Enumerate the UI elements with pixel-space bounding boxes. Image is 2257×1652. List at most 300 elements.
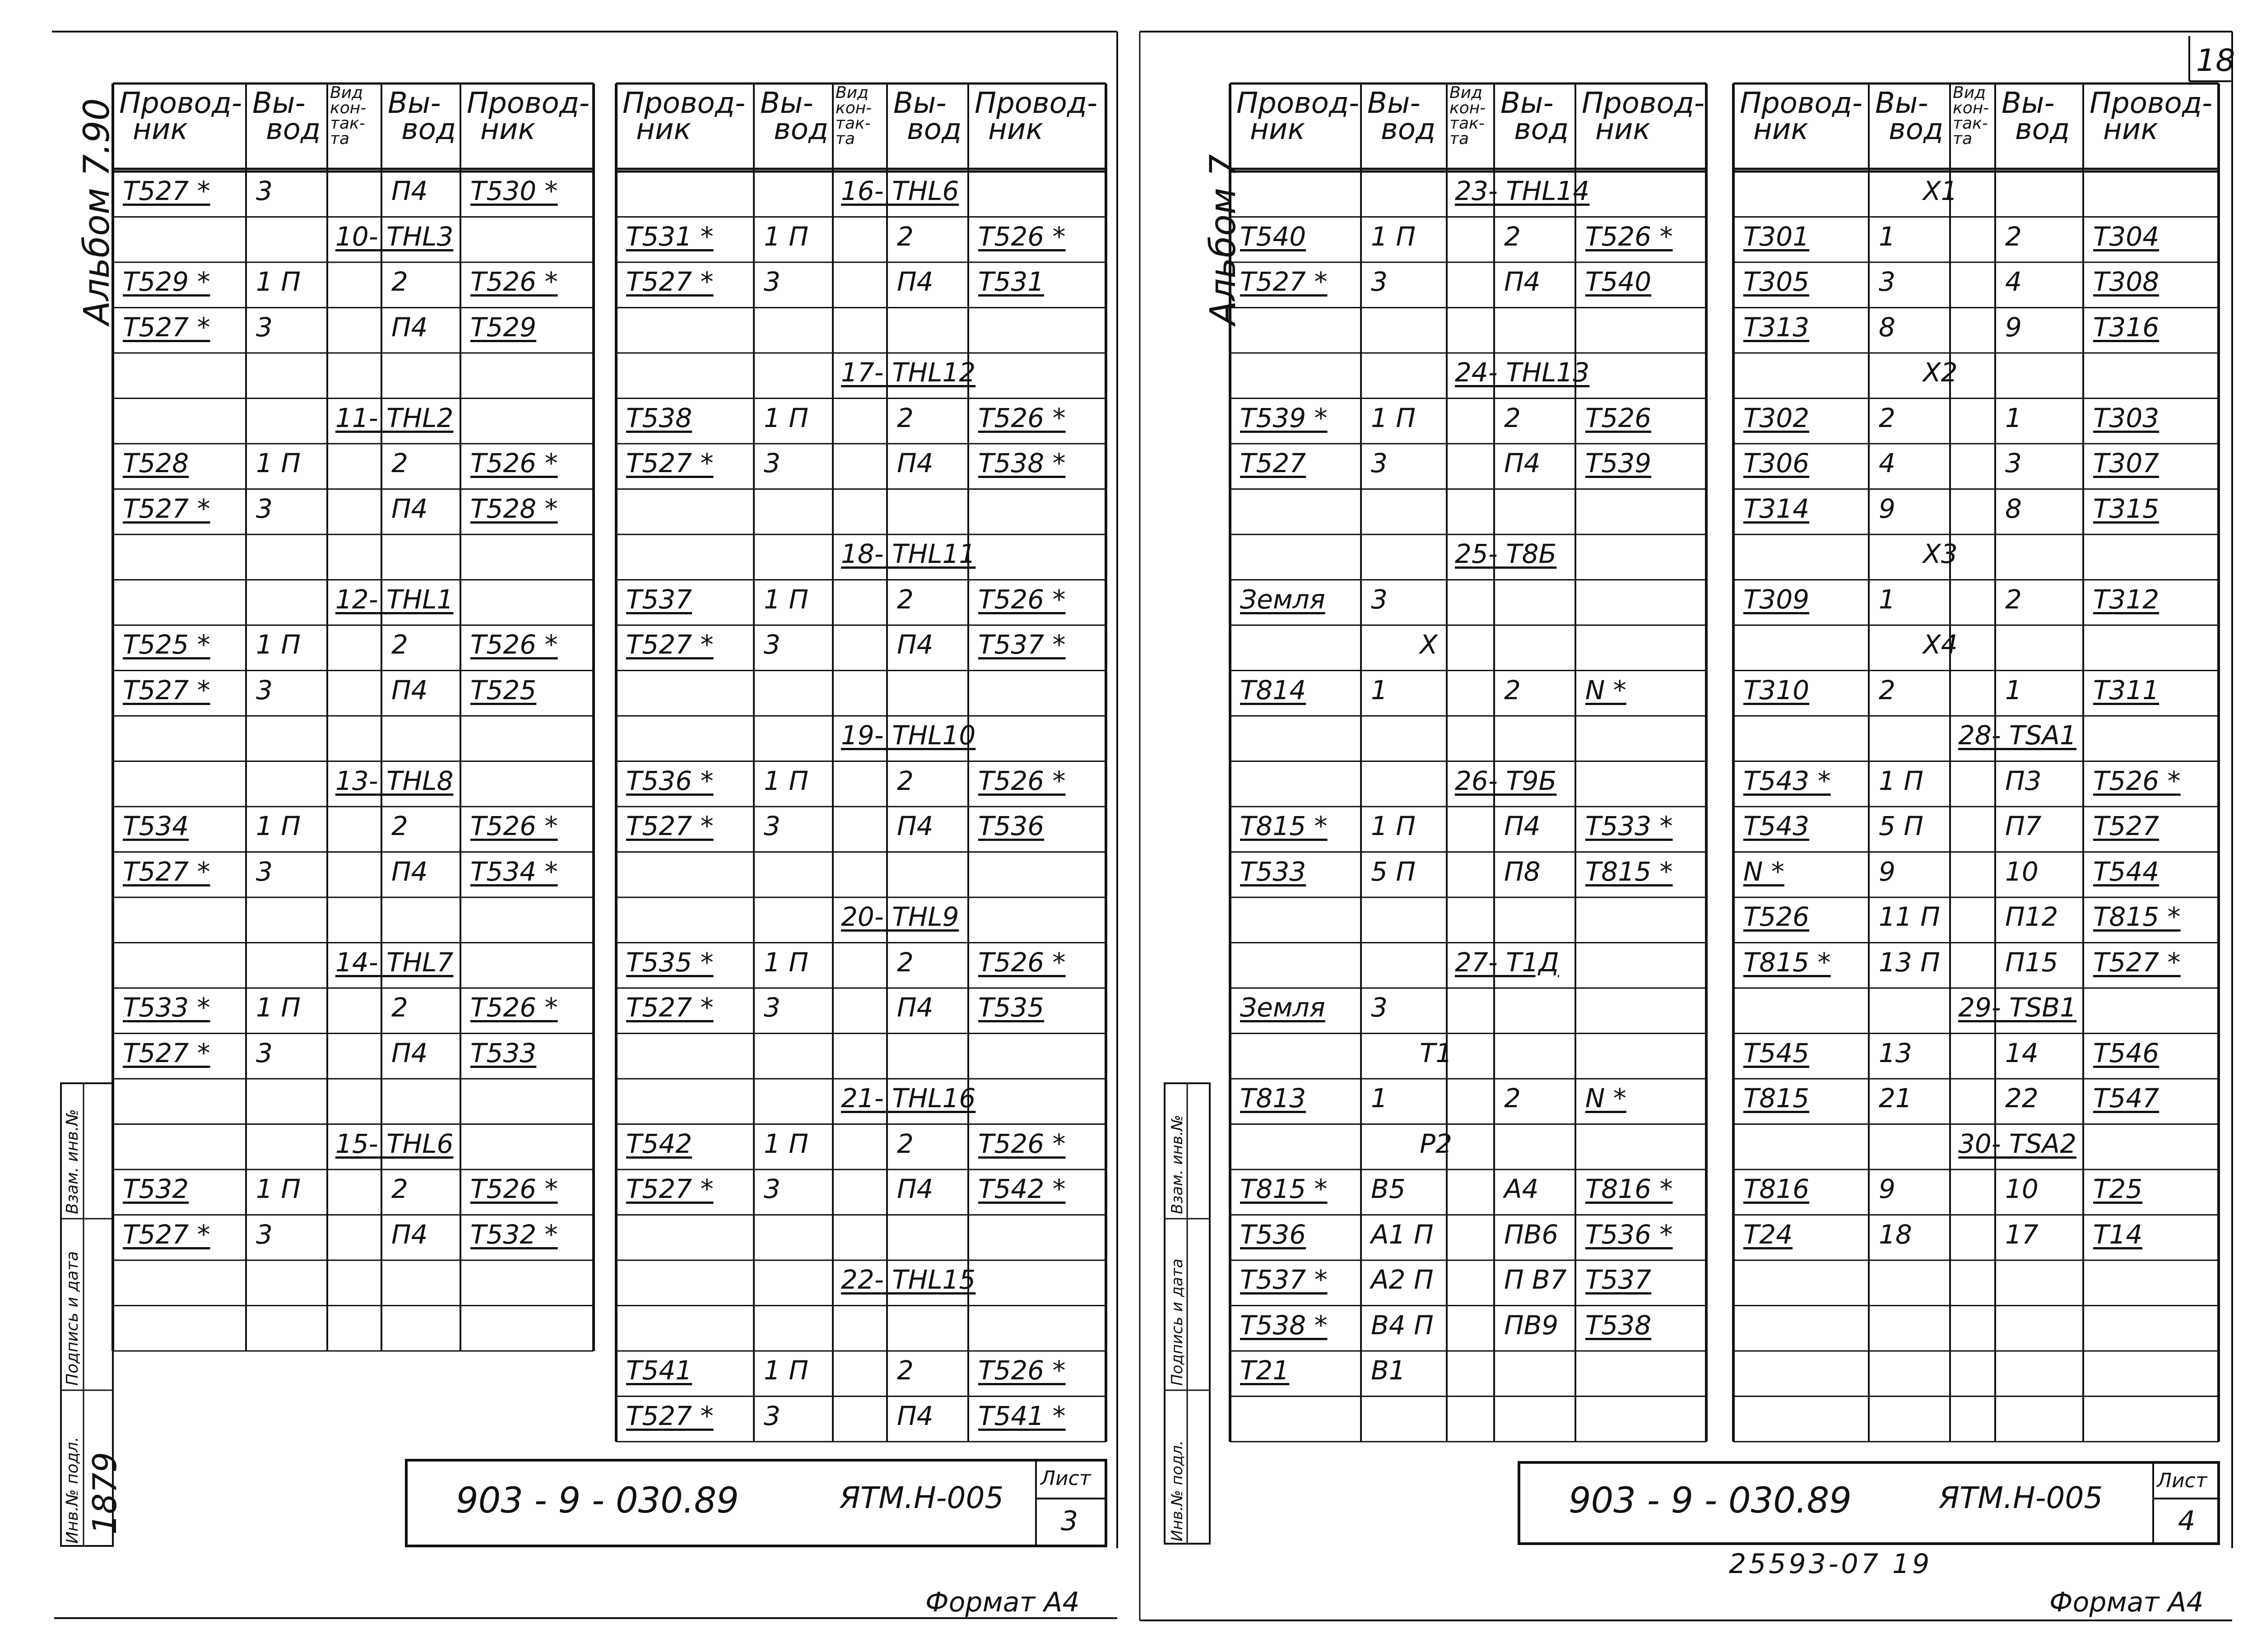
conductor-cell: Т529 * xyxy=(123,266,210,297)
stamp-sheet-num: 4 xyxy=(2178,1505,2196,1537)
footer-number: 25593-07 19 xyxy=(1729,1548,1932,1580)
group-label: 13- THL8 xyxy=(335,765,454,796)
conductor-cell: Т535 xyxy=(978,992,1045,1023)
conductor-cell: Т540 xyxy=(1240,221,1306,252)
output-cell: П4 xyxy=(897,266,933,297)
connector-label: Т1 xyxy=(1420,1037,1453,1068)
group-label: 26- Т9Б xyxy=(1455,765,1557,796)
header-label-line1: Провод- xyxy=(119,87,242,120)
connector-label: X2 xyxy=(1923,357,1958,388)
output-cell: П4 xyxy=(897,448,933,478)
conductor-cell: Т301 xyxy=(1743,221,1810,252)
conductor-cell: Т529 xyxy=(470,311,537,343)
output-cell: 1 П xyxy=(764,1128,808,1159)
group-label: 30- TSA2 xyxy=(1958,1128,2076,1159)
conductor-cell: Т546 xyxy=(2093,1037,2159,1068)
connector-label: Р2 xyxy=(1420,1128,1452,1159)
output-cell: 3 xyxy=(764,1400,780,1431)
conductor-cell: Т527 * xyxy=(626,992,714,1023)
output-cell: 3 xyxy=(2005,448,2022,478)
output-cell: П8 xyxy=(1504,856,1541,887)
output-cell: 2 xyxy=(391,629,408,660)
conductor-cell: Т543 * xyxy=(1743,765,1831,796)
output-cell: 2 xyxy=(391,1174,408,1204)
output-cell: 1 П xyxy=(256,1174,301,1204)
conductor-cell: Т539 * xyxy=(1240,402,1328,433)
conductor-cell: Т305 xyxy=(1743,266,1810,297)
conductor-cell: Т544 xyxy=(2093,856,2159,887)
output-cell: 1 xyxy=(1371,1083,1388,1114)
side-label-signature: Подпись и дата xyxy=(63,1251,82,1386)
header-contact-line: так- xyxy=(836,114,871,133)
conductor-cell: Т541 * xyxy=(978,1400,1066,1431)
output-cell: 2 xyxy=(1504,402,1521,433)
conductor-cell: Т535 * xyxy=(626,947,714,978)
side-number: 1879 xyxy=(86,1452,124,1535)
output-cell: П15 xyxy=(2005,947,2058,978)
output-cell: 3 xyxy=(764,448,780,478)
output-cell: 1 xyxy=(2005,402,2022,433)
conductor-cell: Т538 * xyxy=(978,448,1066,478)
group-label: 24- THL13 xyxy=(1455,357,1590,388)
output-cell: 5 П xyxy=(1879,811,1923,841)
header-label-line2: ник xyxy=(480,113,536,146)
output-cell: А2 П xyxy=(1371,1264,1434,1295)
header-contact-line: Вид xyxy=(330,84,363,102)
output-cell: В1 xyxy=(1371,1355,1406,1386)
conductor-cell: Т525 * xyxy=(123,629,210,660)
conductor-cell: Т816 xyxy=(1743,1174,1810,1204)
header-label-line2: вод xyxy=(1889,113,1944,146)
output-cell: 17 xyxy=(2005,1219,2039,1250)
conductor-cell: Т527 * xyxy=(123,1037,210,1068)
conductor-cell: Т526 * xyxy=(978,221,1066,252)
output-cell: П4 xyxy=(391,493,428,524)
output-cell: 2 xyxy=(391,811,408,841)
conductor-cell: Т536 xyxy=(978,811,1045,841)
side-label-inventory: Инв.№ подл. xyxy=(1168,1440,1186,1541)
output-cell: П4 xyxy=(1504,266,1541,297)
conductor-cell: Т526 * xyxy=(470,266,558,297)
output-cell: 2 xyxy=(1504,674,1521,705)
conductor-cell: Т814 xyxy=(1240,674,1306,705)
conductor-cell: Т527 * xyxy=(626,1400,714,1431)
connector-label: X1 xyxy=(1923,176,1958,206)
stamp-doc: ЯТМ.Н-005 xyxy=(840,1480,1004,1515)
output-cell: 2 xyxy=(1504,1083,1521,1114)
conductor-cell: Т815 * xyxy=(1743,947,1831,978)
group-label: 20- THL9 xyxy=(841,901,959,932)
group-label: 12- THL1 xyxy=(335,584,454,615)
conductor-cell: Земля xyxy=(1240,992,1325,1023)
output-cell: П3 xyxy=(2005,765,2042,796)
output-cell: 3 xyxy=(256,1037,273,1068)
side-label-inventory: Инв.№ подл. xyxy=(63,1437,82,1544)
conductor-cell: Т534 xyxy=(123,811,189,841)
conductor-cell: Т316 xyxy=(2093,311,2159,343)
output-cell: 8 xyxy=(1879,311,1895,343)
output-cell: 11 П xyxy=(1879,901,1940,932)
conductor-cell: Т533 * xyxy=(1585,811,1673,841)
conductor-cell: Т537 * xyxy=(978,629,1066,660)
group-label: 29- TSB1 xyxy=(1958,992,2077,1023)
output-cell: 3 xyxy=(764,266,780,297)
group-label: 15- THL6 xyxy=(335,1128,454,1159)
output-cell: 9 xyxy=(1879,1174,1895,1204)
conductor-cell: Т815 xyxy=(1743,1083,1810,1114)
output-cell: 1 П xyxy=(764,402,808,433)
output-cell: 3 xyxy=(764,992,780,1023)
output-cell: 13 xyxy=(1879,1037,1912,1068)
output-cell: 9 xyxy=(1879,493,1895,524)
output-cell: П4 xyxy=(1504,448,1541,478)
output-cell: ПВ9 xyxy=(1504,1309,1559,1341)
conductor-cell: Т306 xyxy=(1743,448,1810,478)
header-label-line2: ник xyxy=(2103,113,2159,146)
conductor-cell: Т815 * xyxy=(1240,1174,1328,1204)
output-cell: 3 xyxy=(764,629,780,660)
conductor-cell: Т526 * xyxy=(2093,765,2181,796)
stamp-sheet-num: 3 xyxy=(1061,1505,1078,1537)
output-cell: П4 xyxy=(897,629,933,660)
output-cell: П4 xyxy=(391,1219,428,1250)
header-label-line1: Вы- xyxy=(760,87,813,120)
header-label-line2: вод xyxy=(774,113,829,146)
conductor-cell: Т527 * xyxy=(123,311,210,343)
output-cell: П4 xyxy=(391,856,428,887)
header-contact-line: кон- xyxy=(330,99,367,117)
output-cell: 2 xyxy=(897,402,914,433)
conductor-cell: Т307 xyxy=(2093,448,2159,478)
output-cell: 1 xyxy=(1371,674,1388,705)
header-label-line1: Провод- xyxy=(1582,87,1705,120)
conductor-cell: Т526 * xyxy=(978,947,1066,978)
conductor-cell: Т536 * xyxy=(1585,1219,1673,1250)
output-cell: 1 П xyxy=(256,266,301,297)
output-cell: 3 xyxy=(256,311,273,343)
conductor-cell: Т816 * xyxy=(1585,1174,1673,1204)
conductor-cell: Т526 * xyxy=(1585,221,1673,252)
group-label: 25- Т8Б xyxy=(1455,538,1557,569)
conductor-cell: Т527 * xyxy=(1240,266,1328,297)
group-label: 21- THL16 xyxy=(841,1083,976,1114)
conductor-cell: Т536 xyxy=(1240,1219,1306,1250)
stamp-sheet-label: Лист xyxy=(1040,1467,1091,1490)
output-cell: П12 xyxy=(2005,901,2058,932)
header-contact-line: та xyxy=(1953,130,1973,148)
conductor-cell: Т526 * xyxy=(978,1128,1066,1159)
header-label-line2: вод xyxy=(1514,113,1569,146)
conductor-cell: Т525 xyxy=(470,674,537,705)
output-cell: ПВ6 xyxy=(1504,1219,1559,1250)
conductor-cell: Т531 xyxy=(978,266,1045,297)
output-cell: 3 xyxy=(1371,266,1388,297)
output-cell: 2 xyxy=(1879,674,1895,705)
output-cell: П4 xyxy=(1504,811,1541,841)
output-cell: 13 П xyxy=(1879,947,1940,978)
output-cell: 4 xyxy=(1879,448,1895,478)
connector-label: X3 xyxy=(1923,538,1958,569)
header-label-line2: вод xyxy=(401,113,456,146)
output-cell: 3 xyxy=(764,1174,780,1204)
conductor-cell: Т537 * xyxy=(1240,1264,1328,1295)
output-cell: 2 xyxy=(391,448,408,478)
output-cell: 1 П xyxy=(764,584,808,615)
header-label-line2: ник xyxy=(1753,113,1809,146)
conductor-cell: Т314 xyxy=(1743,493,1810,524)
output-cell: П4 xyxy=(391,674,428,705)
output-cell: 3 xyxy=(256,674,273,705)
conductor-cell: Т542 xyxy=(626,1128,692,1159)
group-label: 28- TSA1 xyxy=(1958,720,2076,751)
header-label-line1: Провод- xyxy=(1740,87,1863,120)
header-label-line2: вод xyxy=(266,113,321,146)
format-label: Формат А4 xyxy=(2049,1587,2204,1618)
conductor-cell: Т815 * xyxy=(2093,901,2181,932)
header-contact-line: та xyxy=(330,130,350,148)
conductor-cell: Т527 * xyxy=(123,1219,210,1250)
conductor-cell: Т532 xyxy=(123,1174,189,1204)
output-cell: 2 xyxy=(897,1128,914,1159)
conductor-cell: N * xyxy=(1585,674,1626,705)
conductor-cell: Т545 xyxy=(1743,1037,1810,1068)
conductor-cell: Т543 xyxy=(1743,811,1810,841)
output-cell: 1 П xyxy=(1371,811,1416,841)
output-cell: 3 xyxy=(1879,266,1895,297)
conductor-cell: Т309 xyxy=(1743,584,1810,615)
conductor-cell: Т527 * xyxy=(123,493,210,524)
conductor-cell: Т311 xyxy=(2093,674,2159,705)
conductor-cell: Т526 * xyxy=(470,448,558,478)
stamp-code: 903 - 9 - 030.89 xyxy=(1569,1480,1852,1521)
header-label-line2: ник xyxy=(1595,113,1651,146)
conductor-cell: Т536 * xyxy=(626,765,714,796)
conductor-cell: Т526 * xyxy=(470,811,558,841)
conductor-cell: Т537 xyxy=(626,584,692,615)
conductor-cell: Т527 * xyxy=(626,448,714,478)
conductor-cell: Т534 * xyxy=(470,856,558,887)
conductor-cell: Т539 xyxy=(1585,448,1652,478)
output-cell: 2 xyxy=(897,947,914,978)
output-cell: 9 xyxy=(1879,856,1895,887)
format-label: Формат А4 xyxy=(925,1587,1080,1618)
output-cell: 1 П xyxy=(764,1355,808,1386)
header-label-line1: Вы- xyxy=(893,87,947,120)
output-cell: 3 xyxy=(256,1219,273,1250)
stamp-code: 903 - 9 - 030.89 xyxy=(456,1480,739,1521)
output-cell: П7 xyxy=(2005,811,2042,841)
page-number: 18 xyxy=(2196,43,2235,79)
output-cell: П4 xyxy=(897,992,933,1023)
conductor-cell: Т531 * xyxy=(626,221,714,252)
header-contact-line: та xyxy=(836,130,855,148)
conductor-cell: Т526 * xyxy=(470,992,558,1023)
conductor-cell: Т24 xyxy=(1743,1219,1793,1250)
conductor-cell: Т527 xyxy=(1240,448,1306,478)
conductor-cell: Т526 xyxy=(1743,901,1810,932)
output-cell: 1 П xyxy=(764,221,808,252)
group-label: 17- THL12 xyxy=(841,357,976,388)
conductor-cell: Т527 * xyxy=(123,856,210,887)
output-cell: 3 xyxy=(256,176,273,206)
conductor-cell: Т310 xyxy=(1743,674,1810,705)
connector-label: X4 xyxy=(1923,629,1958,660)
output-cell: П4 xyxy=(897,1400,933,1431)
album-label: Альбом 7.90 xyxy=(77,98,117,325)
conductor-cell: Т527 * xyxy=(626,811,714,841)
output-cell: П4 xyxy=(391,176,428,206)
conductor-cell: Т21 xyxy=(1240,1355,1290,1386)
conductor-cell: Т530 * xyxy=(470,176,558,206)
conductor-cell: Т813 xyxy=(1240,1083,1306,1114)
header-contact-line: та xyxy=(1449,130,1469,148)
output-cell: 21 xyxy=(1879,1083,1912,1114)
output-cell: 1 П xyxy=(764,947,808,978)
conductor-cell: Т527 * xyxy=(626,266,714,297)
conductor-cell: Т304 xyxy=(2093,221,2159,252)
conductor-cell: N * xyxy=(1743,856,1784,887)
conductor-cell: Т540 xyxy=(1585,266,1652,297)
header-label-line1: Провод- xyxy=(975,87,1098,120)
header-label-line2: ник xyxy=(1250,113,1305,146)
stamp-sheet-label: Лист xyxy=(2157,1469,2207,1492)
header-label-line1: Вы- xyxy=(388,87,441,120)
conductor-cell: Т527 xyxy=(2093,811,2159,841)
side-label-signature: Подпись и дата xyxy=(1168,1258,1186,1386)
header-label-line2: ник xyxy=(988,113,1044,146)
output-cell: 2 xyxy=(2005,221,2022,252)
conductor-cell: Т313 xyxy=(1743,311,1810,343)
group-label: 10- THL3 xyxy=(335,221,454,252)
conductor-cell: Т533 * xyxy=(123,992,210,1023)
conductor-cell: Т526 * xyxy=(978,402,1066,433)
header-contact-line: так- xyxy=(1449,114,1485,133)
output-cell: 2 xyxy=(897,765,914,796)
output-cell: 1 П xyxy=(256,811,301,841)
output-cell: 3 xyxy=(256,493,273,524)
stamp-doc: ЯТМ.Н-005 xyxy=(1939,1480,2103,1515)
conductor-cell: Т302 xyxy=(1743,402,1810,433)
conductor-cell: Т541 xyxy=(626,1355,692,1386)
side-label-replace: Взам. инв.№ xyxy=(1168,1114,1186,1214)
header-label-line1: Вы- xyxy=(2002,87,2055,120)
conductor-cell: Т537 xyxy=(1585,1264,1652,1295)
header-contact-line: Вид xyxy=(836,84,868,102)
header-label-line1: Провод- xyxy=(1236,87,1360,120)
conductor-cell: Т538 xyxy=(626,402,692,433)
header-label-line1: Провод- xyxy=(467,87,590,120)
output-cell: 3 xyxy=(1371,448,1388,478)
output-cell: 1 П xyxy=(1371,221,1416,252)
header-label-line2: вод xyxy=(2015,113,2070,146)
conductor-cell: Земля xyxy=(1240,584,1325,615)
conductor-cell: Т14 xyxy=(2093,1219,2143,1250)
conductor-cell: Т815 * xyxy=(1240,811,1328,841)
conductor-cell: Т526 * xyxy=(470,1174,558,1204)
output-cell: 2 xyxy=(1879,402,1895,433)
header-contact-line: кон- xyxy=(836,99,872,117)
conductor-cell: Т526 xyxy=(1585,402,1652,433)
output-cell: 2 xyxy=(2005,584,2022,615)
group-label: 22- THL15 xyxy=(841,1264,976,1295)
conductor-cell: Т533 xyxy=(1240,856,1306,887)
conductor-cell: Т527 * xyxy=(123,674,210,705)
conductor-cell: Т527 * xyxy=(123,176,210,206)
conductor-cell: Т25 xyxy=(2093,1174,2143,1204)
output-cell: 8 xyxy=(2005,493,2022,524)
output-cell: 3 xyxy=(1371,584,1388,615)
output-cell: А1 П xyxy=(1371,1219,1434,1250)
conductor-cell: Т532 * xyxy=(470,1219,558,1250)
group-label: 18- THL11 xyxy=(841,538,976,569)
conductor-cell: Т315 xyxy=(2093,493,2159,524)
group-label: 19- THL10 xyxy=(841,720,976,751)
output-cell: 9 xyxy=(2005,311,2022,343)
conductor-cell: Т526 * xyxy=(470,629,558,660)
output-cell: 1 П xyxy=(1371,402,1416,433)
output-cell: 3 xyxy=(256,856,273,887)
output-cell: 2 xyxy=(897,221,914,252)
output-cell: 2 xyxy=(391,266,408,297)
group-label: 14- THL7 xyxy=(335,947,454,978)
header-contact-line: так- xyxy=(1953,114,1988,133)
output-cell: 18 xyxy=(1879,1219,1912,1250)
output-cell: П4 xyxy=(391,1037,428,1068)
conductor-cell: Т527 * xyxy=(626,1174,714,1204)
conductor-cell: Т815 * xyxy=(1585,856,1673,887)
conductor-cell: Т526 * xyxy=(978,584,1066,615)
output-cell: П4 xyxy=(897,811,933,841)
header-contact-line: Вид xyxy=(1953,84,1986,102)
header-label-line1: Вы- xyxy=(1367,87,1421,120)
header-label-line1: Вы- xyxy=(1875,87,1928,120)
output-cell: 14 xyxy=(2005,1037,2039,1068)
output-cell: 1 П xyxy=(1879,765,1923,796)
output-cell: 1 xyxy=(2005,674,2022,705)
output-cell: 1 П xyxy=(256,992,301,1023)
group-label: 11- THL2 xyxy=(335,402,454,433)
conductor-cell: Т526 * xyxy=(978,765,1066,796)
output-cell: 1 П xyxy=(764,765,808,796)
album-label: Альбом 7 xyxy=(1203,154,1244,325)
side-label-replace: Взам. инв.№ xyxy=(63,1109,82,1214)
output-cell: 4 xyxy=(2005,266,2022,297)
header-contact-line: кон- xyxy=(1953,99,1989,117)
conductor-cell: Т547 xyxy=(2093,1083,2159,1114)
output-cell: 2 xyxy=(897,1355,914,1386)
header-label-line2: ник xyxy=(133,113,188,146)
header-label-line2: ник xyxy=(636,113,692,146)
output-cell: 5 П xyxy=(1371,856,1416,887)
output-cell: В5 xyxy=(1371,1174,1406,1204)
output-cell: П4 xyxy=(897,1174,933,1204)
output-cell: 2 xyxy=(391,992,408,1023)
header-contact-line: Вид xyxy=(1449,84,1482,102)
conductor-cell: Т533 xyxy=(470,1037,537,1068)
output-cell: 10 xyxy=(2005,856,2039,887)
output-cell: 1 xyxy=(1879,221,1895,252)
conductor-cell: Т538 xyxy=(1585,1309,1652,1341)
conductor-cell: Т528 xyxy=(123,448,189,478)
conductor-cell: Т542 * xyxy=(978,1174,1066,1204)
output-cell: 1 П xyxy=(256,629,301,660)
output-cell: П4 xyxy=(391,311,428,343)
conductor-cell: Т308 xyxy=(2093,266,2159,297)
output-cell: 1 xyxy=(1879,584,1895,615)
header-contact-line: кон- xyxy=(1449,99,1486,117)
conductor-cell: Т527 * xyxy=(2093,947,2181,978)
output-cell: 10 xyxy=(2005,1174,2039,1204)
